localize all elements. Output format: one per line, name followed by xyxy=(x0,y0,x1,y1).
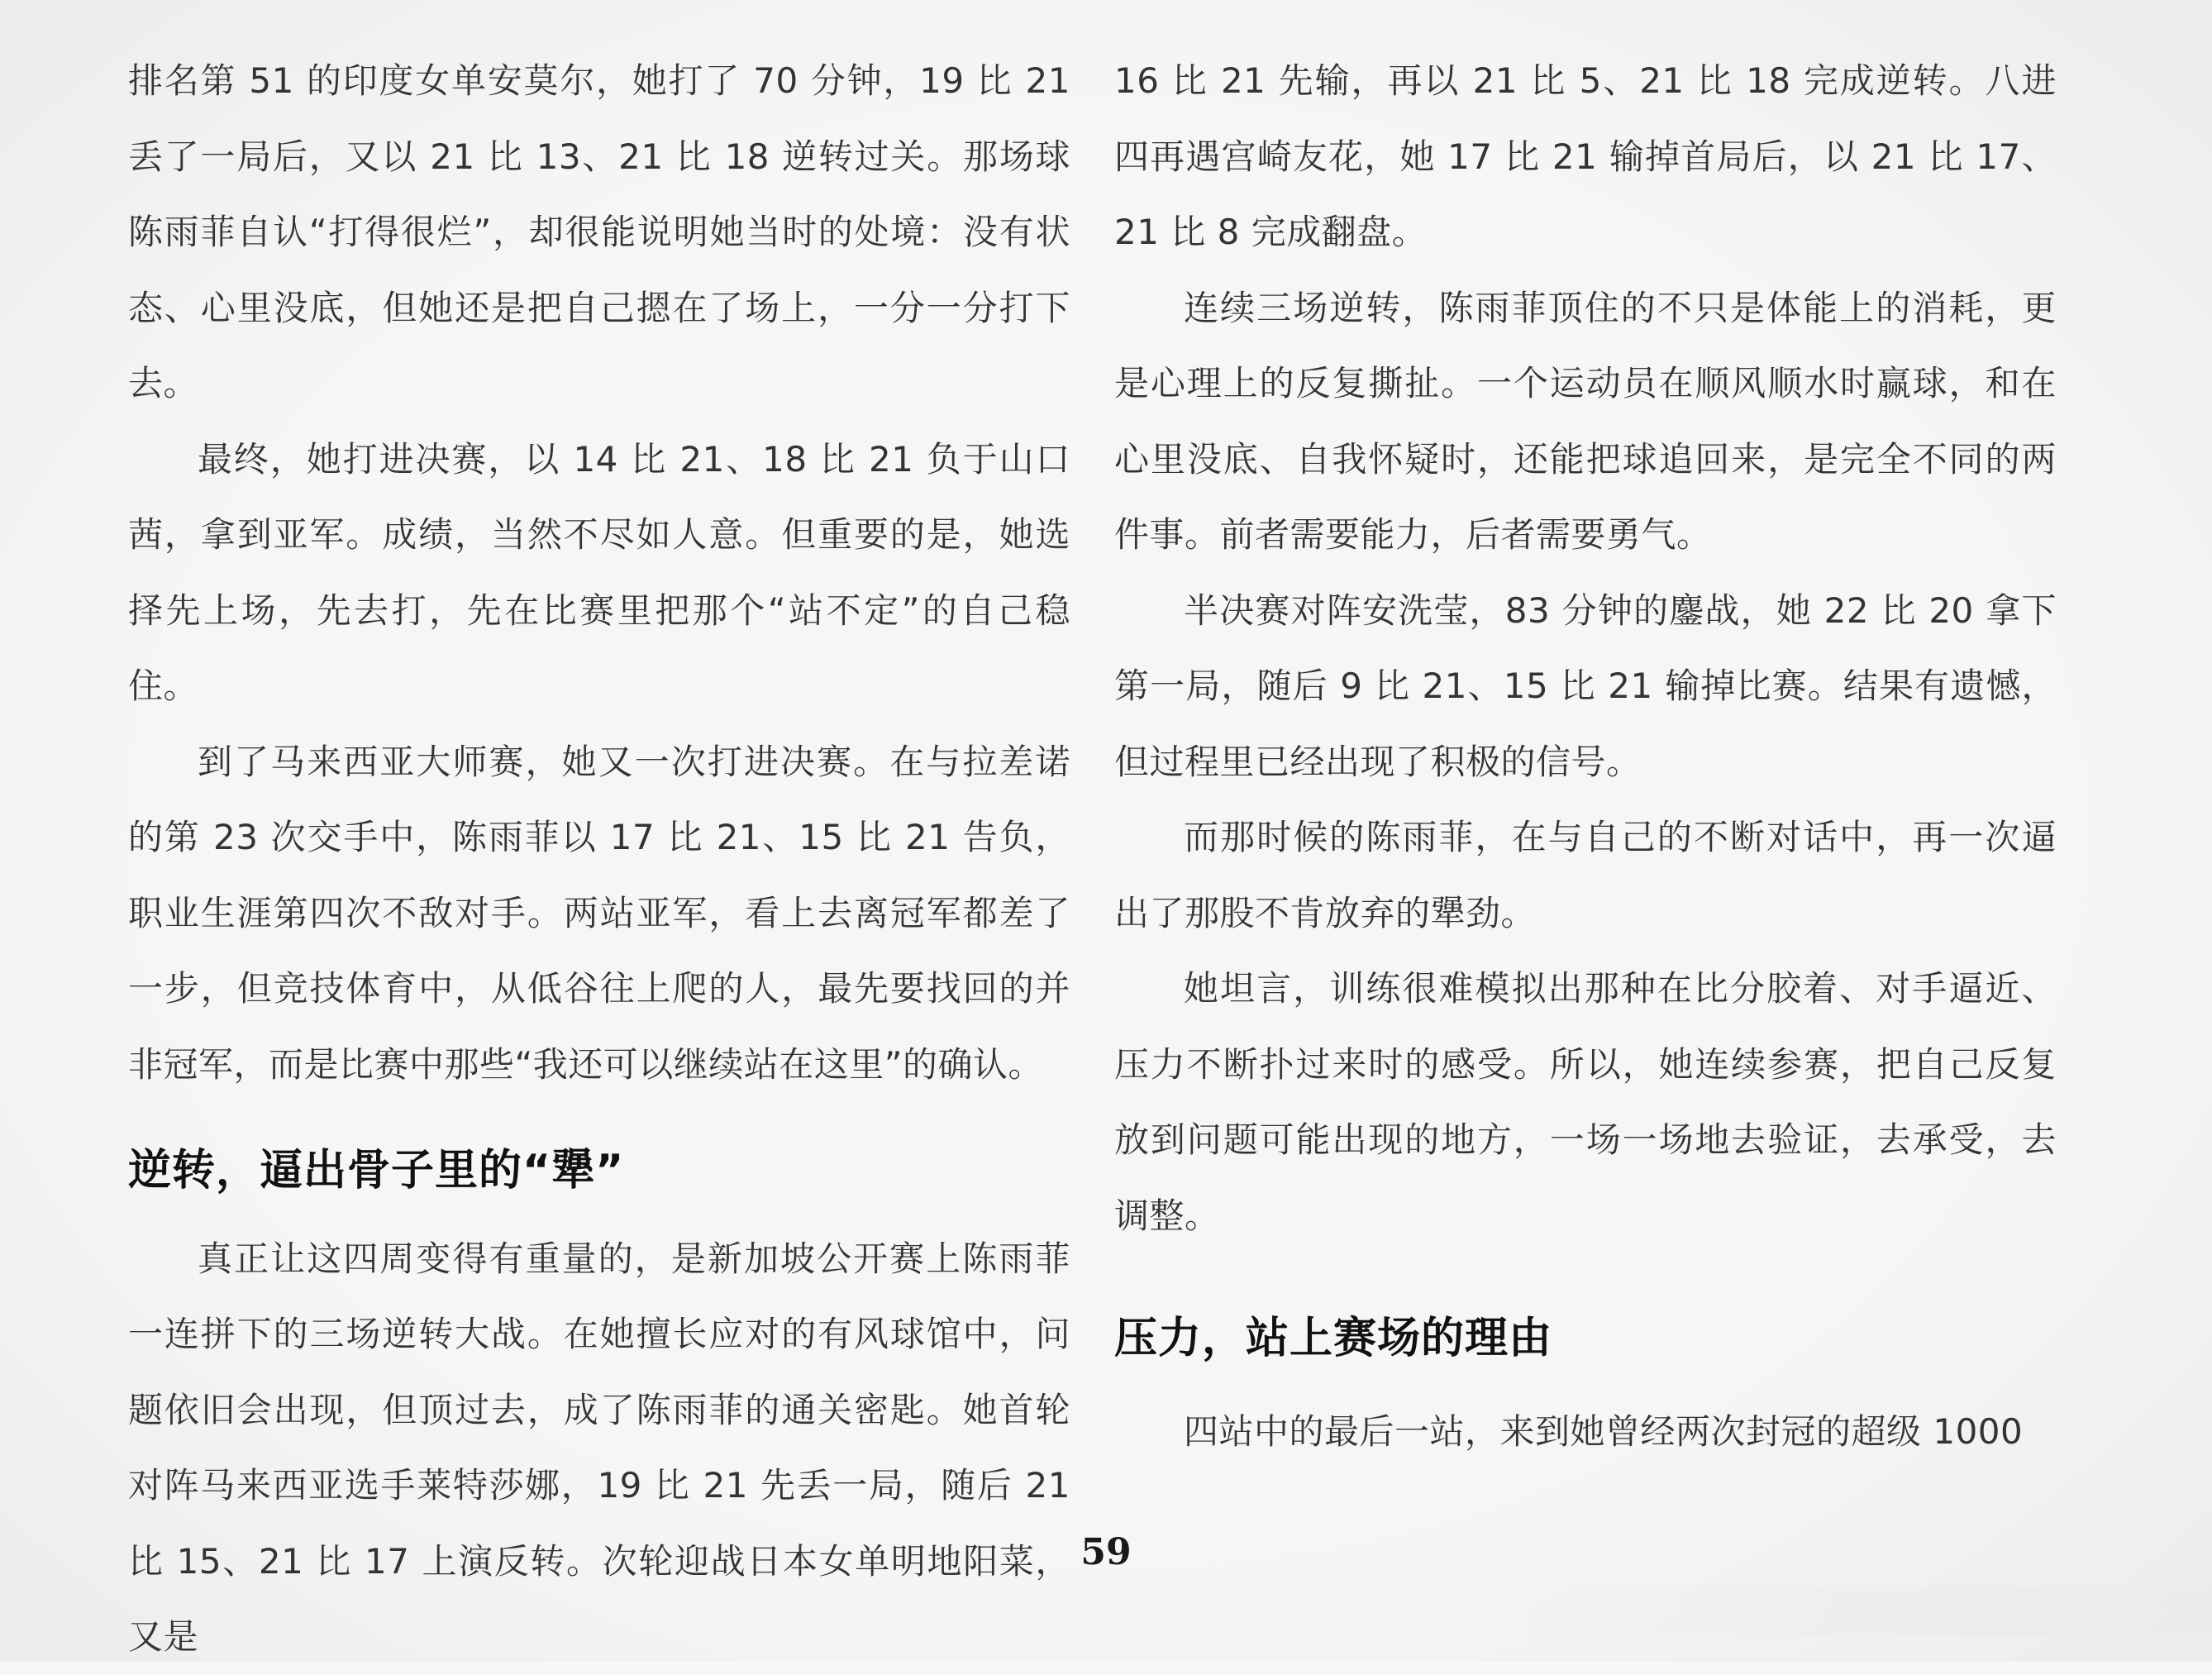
paragraph: 真正让这四周变得有重量的，是新加坡公开赛上陈雨菲一连拼下的三场逆转大战。在她擅长应对的有风球馆中，问题依旧会出现，但顶过去，成了陈雨菲的通关密匙。她首轮对阵马来西亚选手莱特莎娜，19 比 21 先丢一局，随后 21 比 15、21 比 17 上演反转。次轮迎战日本女单明地阳菜，又是 xyxy=(128,1238,1070,1657)
page-number: 59 xyxy=(1080,1531,1132,1573)
section-heading: 逆转，逼出骨子里的“犟” xyxy=(128,1146,625,1195)
watermark-smudge xyxy=(1501,1586,2212,1635)
paragraph: 而那时候的陈雨菲，在与自己的不断对话中，再一次逼出了那股不肯放弃的犟劲。 xyxy=(1114,817,2057,933)
right-column xyxy=(1114,43,2057,1469)
paragraph: 半决赛对阵安洗莹，83 分钟的鏖战，她 22 比 20 拿下第一局，随后 9 比 21、15 比 21 输掉比赛。结果有遗憾，但过程里已经出现了积极的信号。 xyxy=(1114,589,2057,782)
paragraph: 四站中的最后一站，来到她曾经两次封冠的超级 1000 xyxy=(1184,1410,2024,1452)
paragraph: 连续三场逆转，陈雨菲顶住的不只是体能上的消耗，更是心理上的反复撕扯。一个运动员在顺风顺水时赢球，和在心里没底、自我怀疑时，还能把球追回来，是完全不同的两件事。前者需要能力，后者需要勇气。 xyxy=(1114,287,2057,555)
paragraph: 最终，她打进决赛，以 14 比 21、18 比 21 负于山口茜，拿到亚军。成绩，当然不尽如人意。但重要的是，她选择先上场，先去打，先在比赛里把那个“站不定”的自己稳住。 xyxy=(128,438,1070,706)
paragraph: 16 比 21 先输，再以 21 比 5、21 比 18 完成逆转。八进四再遇宫崎友花，她 17 比 21 输掉首局后，以 21 比 17、21 比 8 完成翻盘。 xyxy=(1114,60,2057,252)
section-heading: 压力，站上赛场的理由 xyxy=(1114,1314,1553,1363)
left-column xyxy=(128,43,1070,1675)
paragraph: 她坦言，训练很难模拟出那种在比分胶着、对手逼近、压力不断扑过来时的感受。所以，她连续参赛，把自己反复放到问题可能出现的地方，一场一场地去验证，去承受，去调整。 xyxy=(1114,968,2057,1236)
paragraph: 到了马来西亚大师赛，她又一次打进决赛。在与拉差诺的第 23 次交手中，陈雨菲以 17 比 21、15 比 21 告负，职业生涯第四次不敌对手。两站亚军，看上去离冠军都差了一步，但竞技体育中，从低谷往上爬的人，最先要找回的并非冠军，而是比赛中那些“我还可以继续站在这里”的确认。 xyxy=(128,741,1070,1085)
paragraph: 排名第 51 的印度女单安莫尔，她打了 70 分钟，19 比 21 丢了一局后，又以 21 比 13、21 比 18 逆转过关。那场球陈雨菲自认“打得很烂”，却很能说明她当时的处境：没有状态、心里没底，但她还是把自己摁在了场上，一分一分打下去。 xyxy=(128,60,1070,403)
